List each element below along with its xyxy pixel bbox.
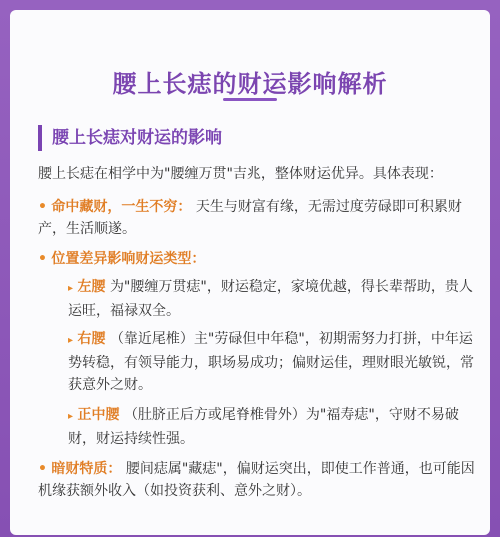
bullet-item-position [38,248,478,270]
bullet-dot: • [38,199,47,215]
sub-text: （靠近尾椎）主"劳碌但中年稳"，初期需努力打拼，中年运势转稳，有领导能力，职场易成功；偏财运佳，理财眼光敏锐，常获意外之财。 [68,331,474,393]
sub-text: 为"腰缠万贯痣"，财运稳定，家境优越，得长辈帮助，贵人运旺，福禄双全。 [68,279,473,319]
page-title: 腰上长痣的财运影响解析 [112,70,388,98]
content-card [10,10,490,535]
sub-item-left-waist [68,276,478,322]
title-underline [223,98,277,101]
sub-text: （肚脐正后方或尾脊椎骨外）为"福寿痣"，守财不易破财，财运持续性强。 [68,407,459,447]
bullet-label: 暗财特质： [51,461,122,477]
section-heading: 腰上长痣对财运的影响 [38,125,222,151]
triangle-marker-icon: ▸ [68,335,74,346]
sub-label: 左腰 [77,279,106,295]
intro-text: 腰上长痣在相学中为"腰缠万贯"吉兆，整体财运优异。具体表现： [38,166,443,182]
triangle-marker-icon: ▸ [68,411,74,422]
bullet-dot: • [38,461,47,477]
bullet-label: 命中藏财，一生不穷： [51,199,192,215]
bullet-text: 腰间痣属"藏痣"，偏财运突出，即使工作普通，也可能因机缘获额外收入（如投资获利、意外之财）。 [38,461,475,499]
bullet-label: 位置差异影响财运类型： [51,251,206,267]
bullet-item-fortune [38,196,478,240]
triangle-marker-icon: ▸ [68,283,74,294]
sub-item-center-waist [68,404,478,450]
bullet-text: 天生与财富有缘，无需过度劳碌即可积累财产，生活顺遂。 [38,199,462,237]
bullet-dot: • [38,251,47,267]
sub-label: 右腰 [77,331,106,347]
sub-label: 正中腰 [77,407,120,423]
bullet-item-hidden-wealth [38,458,478,502]
sub-item-right-waist [68,328,478,396]
